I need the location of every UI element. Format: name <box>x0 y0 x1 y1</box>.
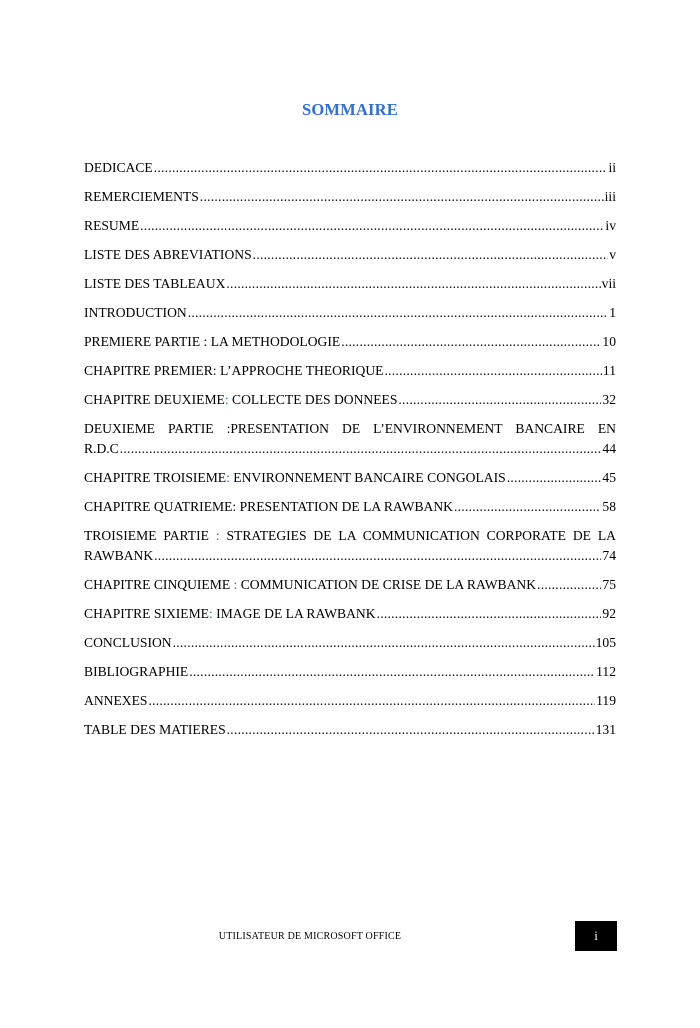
toc-entry-chapitre-cinquieme[interactable] <box>84 575 616 595</box>
toc-entry-first-line-rest: STRATEGIES DE LA COMMUNICATION CORPORATE DE LA <box>219 528 616 543</box>
dot-leader <box>140 216 604 236</box>
toc-entry-page: 44 <box>602 441 616 456</box>
dot-leader <box>189 662 595 682</box>
toc-entry-premiere-partie[interactable] <box>84 332 616 352</box>
table-of-contents <box>84 158 616 749</box>
toc-entry-dedicace[interactable] <box>84 158 616 178</box>
toc-entry-label: CHAPITRE DEUXIEME <box>84 392 225 407</box>
toc-entry-label: R.D.C <box>84 441 119 456</box>
toc-entry-chapitre-deuxieme[interactable] <box>84 390 616 410</box>
toc-entry-label: INTRODUCTION <box>84 305 187 320</box>
dot-leader <box>454 497 601 517</box>
toc-entry-chapitre-premier[interactable] <box>84 361 616 381</box>
toc-entry-separator: : <box>226 470 230 485</box>
toc-entry-first-line <box>84 526 616 546</box>
toc-entry-label: TABLE DES MATIERES <box>84 722 226 737</box>
toc-entry-label: RAWBANK <box>84 548 154 563</box>
toc-entry-label: CHAPITRE CINQUIEME <box>84 577 234 592</box>
toc-entry-page: 74 <box>602 548 616 563</box>
toc-entry-chapitre-troisieme[interactable] <box>84 468 616 488</box>
toc-entry-separator: : <box>209 606 213 621</box>
footer-page-number: i <box>575 921 617 951</box>
toc-entry-page: 10 <box>602 334 616 349</box>
page-title: SOMMAIRE <box>301 100 399 119</box>
toc-entry-label: CONCLUSION <box>84 635 172 650</box>
toc-entry-label: LISTE DES ABREVIATIONS <box>84 247 252 262</box>
toc-entry-label: RESUME <box>84 218 140 233</box>
toc-entry-page: 45 <box>602 470 616 485</box>
toc-entry-label: BIBLIOGRAPHIE <box>84 664 189 679</box>
toc-entry-page: iii <box>604 189 616 204</box>
toc-entry-page: v <box>609 247 616 262</box>
toc-entry-chapitre-quatrieme[interactable] <box>84 497 616 517</box>
toc-entry-separator: : <box>233 577 238 592</box>
toc-entry-page: 105 <box>595 635 616 650</box>
toc-entry-conclusion[interactable] <box>84 633 616 653</box>
dot-leader <box>253 245 609 265</box>
dot-leader <box>154 158 608 178</box>
toc-entry-label: PREMIERE PARTIE : LA METHODOLOGIE <box>84 334 341 349</box>
dot-leader <box>341 332 601 352</box>
toc-entry-liste-abreviations[interactable] <box>84 245 616 265</box>
toc-entry-bibliographie[interactable] <box>84 662 616 682</box>
toc-entry-label-rest: IMAGE DE LA RAWBANK <box>212 606 376 621</box>
dot-leader <box>507 468 602 488</box>
toc-entry-label: DEDICACE <box>84 160 153 175</box>
dot-leader <box>384 361 601 381</box>
toc-entry-label: REMERCIEMENTS <box>84 189 199 204</box>
dot-leader <box>227 720 595 740</box>
toc-entry-page: 1 <box>609 305 616 320</box>
dot-leader <box>120 439 602 459</box>
toc-entry-remerciements[interactable] <box>84 187 616 207</box>
toc-entry-chapitre-sixieme[interactable] <box>84 604 616 624</box>
toc-entry-page: vii <box>601 276 616 291</box>
toc-entry-separator: : <box>224 392 229 407</box>
toc-entry-page: 92 <box>602 606 616 621</box>
toc-entry-label: LISTE DES TABLEAUX <box>84 276 226 291</box>
toc-entry-page: 112 <box>596 664 616 679</box>
toc-entry-label-rest: ENVIRONNEMENT BANCAIRE CONGOLAIS <box>229 470 506 485</box>
dot-leader <box>200 187 604 207</box>
toc-entry-page: 131 <box>595 722 616 737</box>
toc-entry-annexes[interactable] <box>84 691 616 711</box>
dot-leader <box>377 604 602 624</box>
toc-entry-label: CHAPITRE TROISIEME <box>84 470 227 485</box>
toc-entry-label: ANNEXES <box>84 693 148 708</box>
toc-entry-page: 75 <box>602 577 616 592</box>
toc-entry-table-des-matieres[interactable] <box>84 720 616 740</box>
dot-leader <box>148 691 595 711</box>
toc-entry-label: CHAPITRE QUATRIEME: PRESENTATION DE LA RAWBANK <box>84 499 453 514</box>
toc-entry-page: iv <box>605 218 616 233</box>
toc-entry-deuxieme-partie[interactable] <box>84 419 616 459</box>
dot-leader <box>188 303 609 323</box>
toc-entry-page: ii <box>608 160 616 175</box>
dot-leader <box>154 546 601 566</box>
toc-entry-page: 58 <box>602 499 616 514</box>
dot-leader <box>537 575 601 595</box>
toc-entry-label: CHAPITRE SIXIEME <box>84 606 209 621</box>
toc-entry-introduction[interactable] <box>84 303 616 323</box>
toc-entry-first-line: DEUXIEME PARTIE :PRESENTATION DE L’ENVIRONNEMENT BANCAIRE EN <box>84 421 616 436</box>
toc-entry-page: 11 <box>602 363 616 378</box>
dot-leader <box>173 633 595 653</box>
dot-leader <box>398 390 601 410</box>
toc-entry-label: CHAPITRE PREMIER: L’APPROCHE THEORIQUE <box>84 363 384 378</box>
toc-entry-label-rest: COLLECTE DES DONNEES <box>228 392 398 407</box>
toc-entry-page: 32 <box>602 392 616 407</box>
toc-entry-label-rest: COMMUNICATION DE CRISE DE LA RAWBANK <box>237 577 537 592</box>
toc-entry-resume[interactable] <box>84 216 616 236</box>
toc-entry-first-line-separator: : <box>215 528 220 543</box>
toc-entry-liste-tableaux[interactable] <box>84 274 616 294</box>
dot-leader <box>226 274 600 294</box>
toc-entry-troisieme-partie[interactable] <box>84 526 616 566</box>
toc-entry-page: 119 <box>596 693 616 708</box>
toc-entry-first-line-label: TROISIEME PARTIE <box>84 528 216 543</box>
footer-author: UTILISATEUR DE MICROSOFT OFFICE <box>218 931 402 942</box>
